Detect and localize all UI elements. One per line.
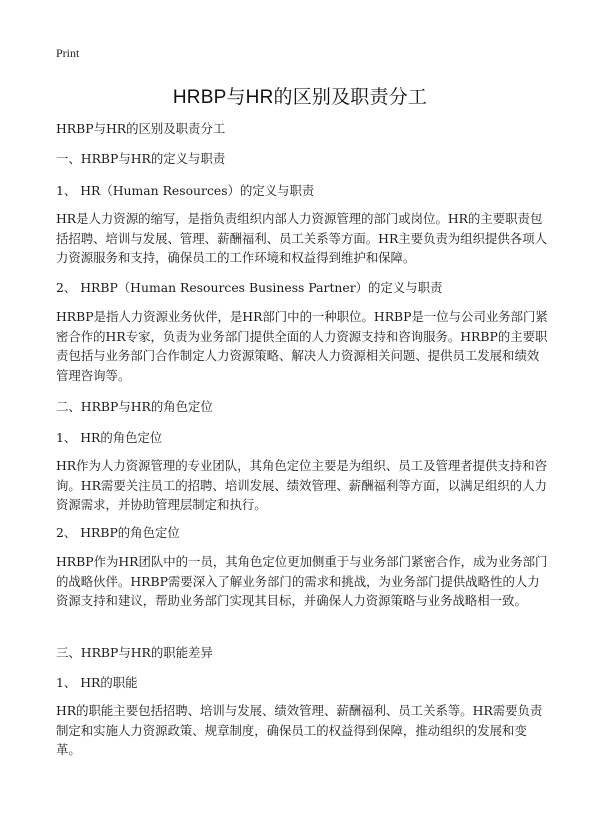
- section-heading-3: 三、HRBP与HR的职能差异: [56, 645, 213, 660]
- item-heading-hrbp-definition: 2、 HRBP（Human Resources Business Partner）的定义与职责: [56, 280, 443, 295]
- section-heading-1: 一、HRBP与HR的定义与职责: [56, 151, 226, 166]
- document-subtitle: HRBP与HR的区别及职责分工: [56, 121, 226, 136]
- item-heading-hr-functions: 1、 HR的职能: [56, 675, 138, 690]
- paragraph-hr-definition: HR是人力资源的缩写，是指负责组织内部人力资源管理的部门或岗位。HR的主要职责包括招聘、培训与发展、管理、薪酬福利、员工关系等方面。HR主要负责为组织提供各项人力资源服务和支持，确保员工的工作环境和权益得到维护和保障。: [56, 211, 547, 265]
- paragraph-hrbp-definition: HRBP是指人力资源业务伙伴，是HR部门中的一种职位。HRBP是一位与公司业务部门紧密合作的HR专家，负责为业务部门提供全面的人力资源支持和咨询服务。HRBP的主要职责包括与业务部门合作制定人力资源策略、解决人力资源相关问题、提供员工发展和绩效管理咨询等。: [56, 309, 548, 383]
- paragraph-hr-functions: HR的职能主要包括招聘、培训与发展、绩效管理、薪酬福利、员工关系等。HR需要负责制定和实施人力资源政策、规章制度，确保员工的权益得到保障，推动组织的发展和变革。: [56, 703, 543, 757]
- item-heading-hr-role: 1、 HR的角色定位: [56, 430, 163, 445]
- item-heading-hrbp-role: 2、 HRBP的角色定位: [56, 525, 180, 540]
- paragraph-hr-role: HR作为人力资源管理的专业团队，其角色定位主要是为组织、员工及管理者提供支持和咨询。HR需要关注员工的招聘、培训发展、绩效管理、薪酬福利等方面，以满足组织的人力资源需求，并协助管理层制定和执行。: [56, 458, 547, 512]
- document-title: HRBP与HR的区别及职责分工: [172, 87, 428, 108]
- print-label: Print: [56, 46, 80, 60]
- item-heading-hr-definition: 1、 HR（Human Resources）的定义与职责: [56, 183, 315, 198]
- section-heading-2: 二、HRBP与HR的角色定位: [56, 399, 213, 414]
- paragraph-hrbp-role: HRBP作为HR团队中的一员，其角色定位更加侧重于与业务部门紧密合作，成为业务部门的战略伙伴。HRBP需要深入了解业务部门的需求和挑战，为业务部门提供战略性的人力资源支持和建议，帮助业务部门实现其目标，并确保人力资源策略与业务战略相一致。: [56, 554, 548, 608]
